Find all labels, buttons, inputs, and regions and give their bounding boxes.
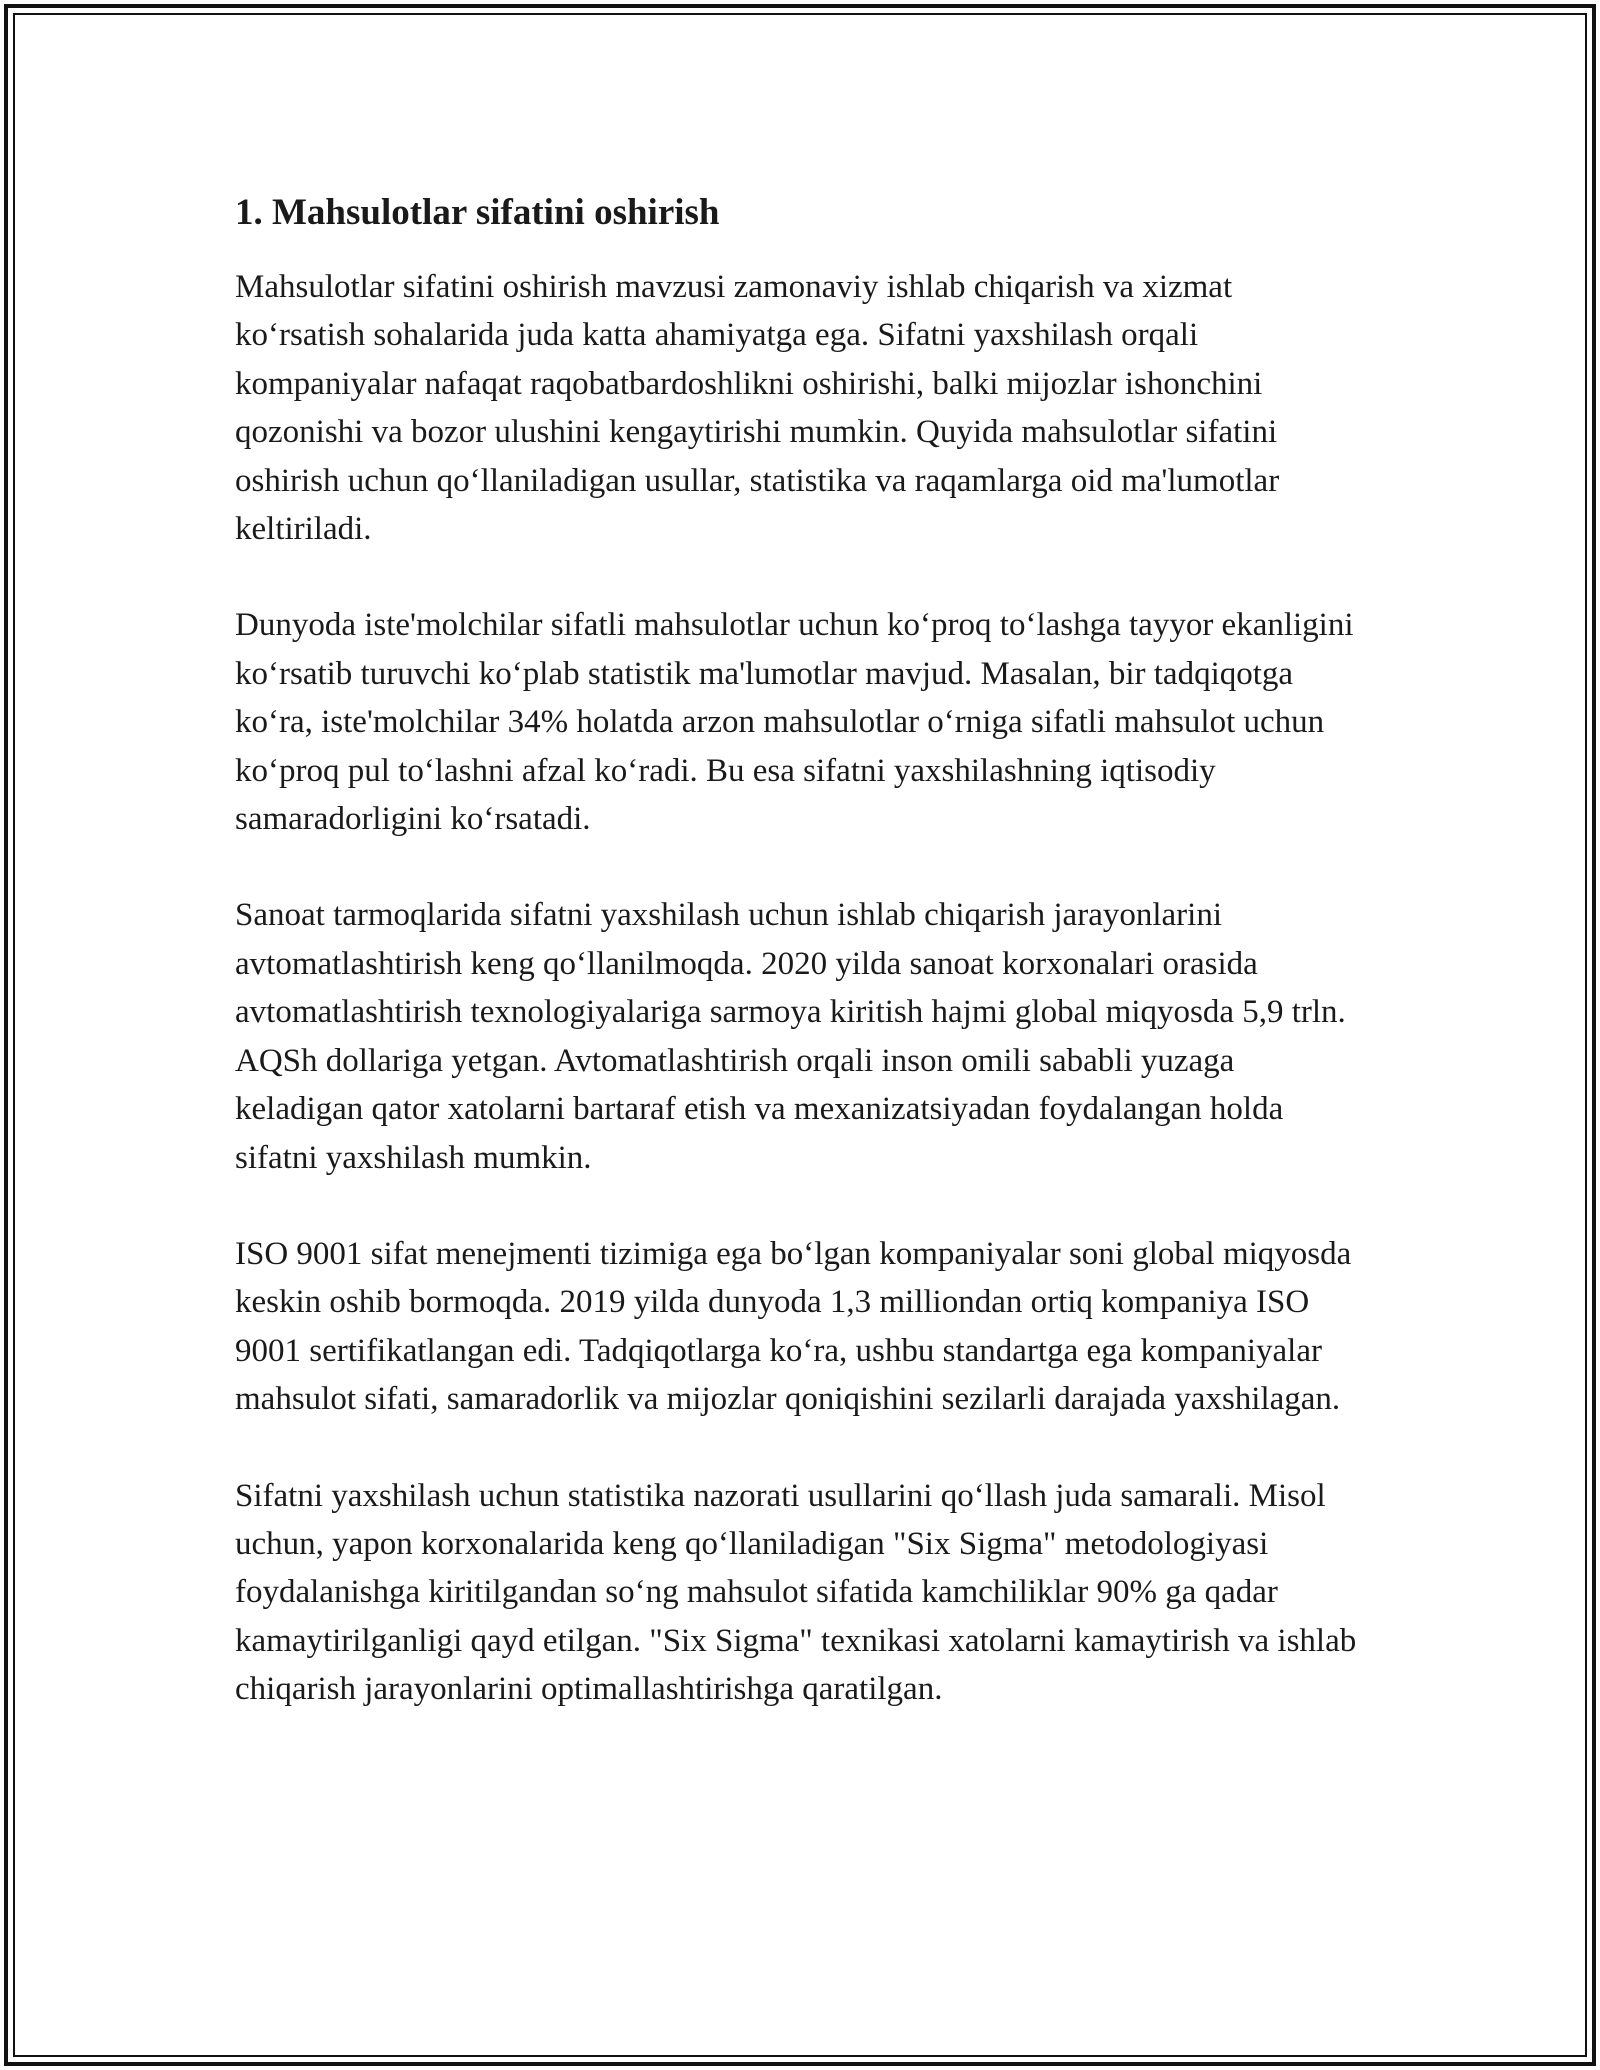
paragraph-intro: Mahsulotlar sifatini oshirish mavzusi zamonaviy ishlab chiqarish va xizmat ko‘rsatish sohalarida juda katta ahamiyatga ega. Sifatni yaxshilash orqali kompaniyalar nafaqat raqobatbardoshlikni oshirishi, balki mijozlar ishonchini qozonishi va bozor ulushini kengaytirishi mumkin. Quyida mahsulotlar sifatini oshirish uchun qo‘llaniladigan usullar, statistika va raqamlarga oid ma'lumotlar keltiriladi.	[235, 269, 1280, 548]
section-heading: 1. Mahsulotlar sifatini oshirish	[235, 192, 720, 233]
paragraph-iso-9001: ISO 9001 sifat menejmenti tizimiga ega bo‘lgan kompaniyalar soni global miqyosda keskin oshib bormoqda. 2019 yilda dunyoda 1,3 milliondan ortiq kompaniya ISO 9001 sertifikatlangan edi. Tadqiqotlarga ko‘ra, ushbu standartga ega kompaniyalar mahsulot sifati, samaradorlik va mijozlar qoniqishini sezilarli darajada yaxshilagan.	[235, 1235, 1352, 1418]
paragraph-consumers: Dunyoda iste'molchilar sifatli mahsulotlar uchun ko‘proq to‘lashga tayyor ekanligini ko‘rsatib turuvchi ko‘plab statistik ma'lumotlar mavjud. Masalan, bir tadqiqotga ko‘ra, iste'molchilar 34% holatda arzon mahsulotlar o‘rniga sifatli mahsulot uchun ko‘proq pul to‘lashni afzal ko‘radi. Bu esa sifatni yaxshilashning iqtisodiy samaradorligini ko‘rsatadi.	[235, 607, 1354, 838]
document-body	[235, 185, 1370, 1762]
paragraph-automation: Sanoat tarmoqlarida sifatni yaxshilash uchun ishlab chiqarish jarayonlarini avtomatlashtirish keng qo‘llanilmoqda. 2020 yilda sanoat korxonalari orasida avtomatlashtirish texnologiyalariga sarmoya kiritish hajmi global miqyosda 5,9 trln. AQSh dollariga yetgan. Avtomatlashtirish orqali inson omili sababli yuzaga keladigan qator xatolarni bartaraf etish va mexanizatsiyadan foydalangan holda sifatni yaxshilash mumkin.	[235, 897, 1346, 1176]
paragraph-six-sigma: Sifatni yaxshilash uchun statistika nazorati usullarini qo‘llash juda samarali. Misol uchun, yapon korxonalarida keng qo‘llaniladigan "Six Sigma" metodologiyasi foydalanishga kiritilgandan so‘ng mahsulot sifatida kamchiliklar 90% ga qadar kamaytirilganligi qayd etilgan. "Six Sigma" texnikasi xatolarni kamaytirish va ishlab chiqarish jarayonlarini optimallashtirishga qaratilgan.	[235, 1477, 1357, 1708]
